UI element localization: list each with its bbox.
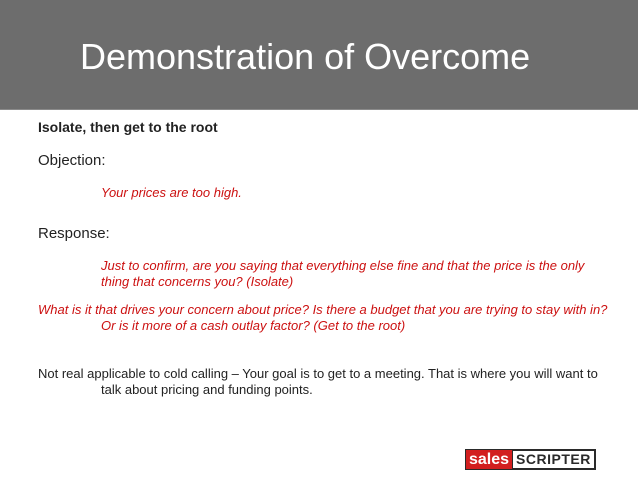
logo-sales-text: sales: [466, 450, 512, 469]
slide-heading: Isolate, then get to the root: [38, 119, 218, 135]
logo-scripter-text: SCRIPTER: [513, 451, 594, 468]
objection-label: Objection:: [38, 152, 106, 169]
title-bar: [0, 0, 638, 110]
cold-calling-note: Not real applicable to cold calling – Your goal is to get to a meeting. That is where you will want to talk about pricing and funding points.: [38, 366, 598, 397]
response-text: Just to confirm, are you saying that everything else fine and that the price is the only thing that concerns you? (Isolate): [101, 258, 585, 289]
slide-title: Demonstration of Overcome: [80, 36, 531, 77]
root-question-text: What is it that drives your concern about price? Is there a budget that you are trying to stay with in? Or is it more of a cash outlay factor? (Get to the root): [38, 302, 608, 333]
objection-text: Your prices are too high.: [101, 185, 242, 200]
response-label: Response:: [38, 225, 110, 242]
salesscripter-logo: [465, 449, 596, 470]
slide-content: [38, 112, 613, 398]
